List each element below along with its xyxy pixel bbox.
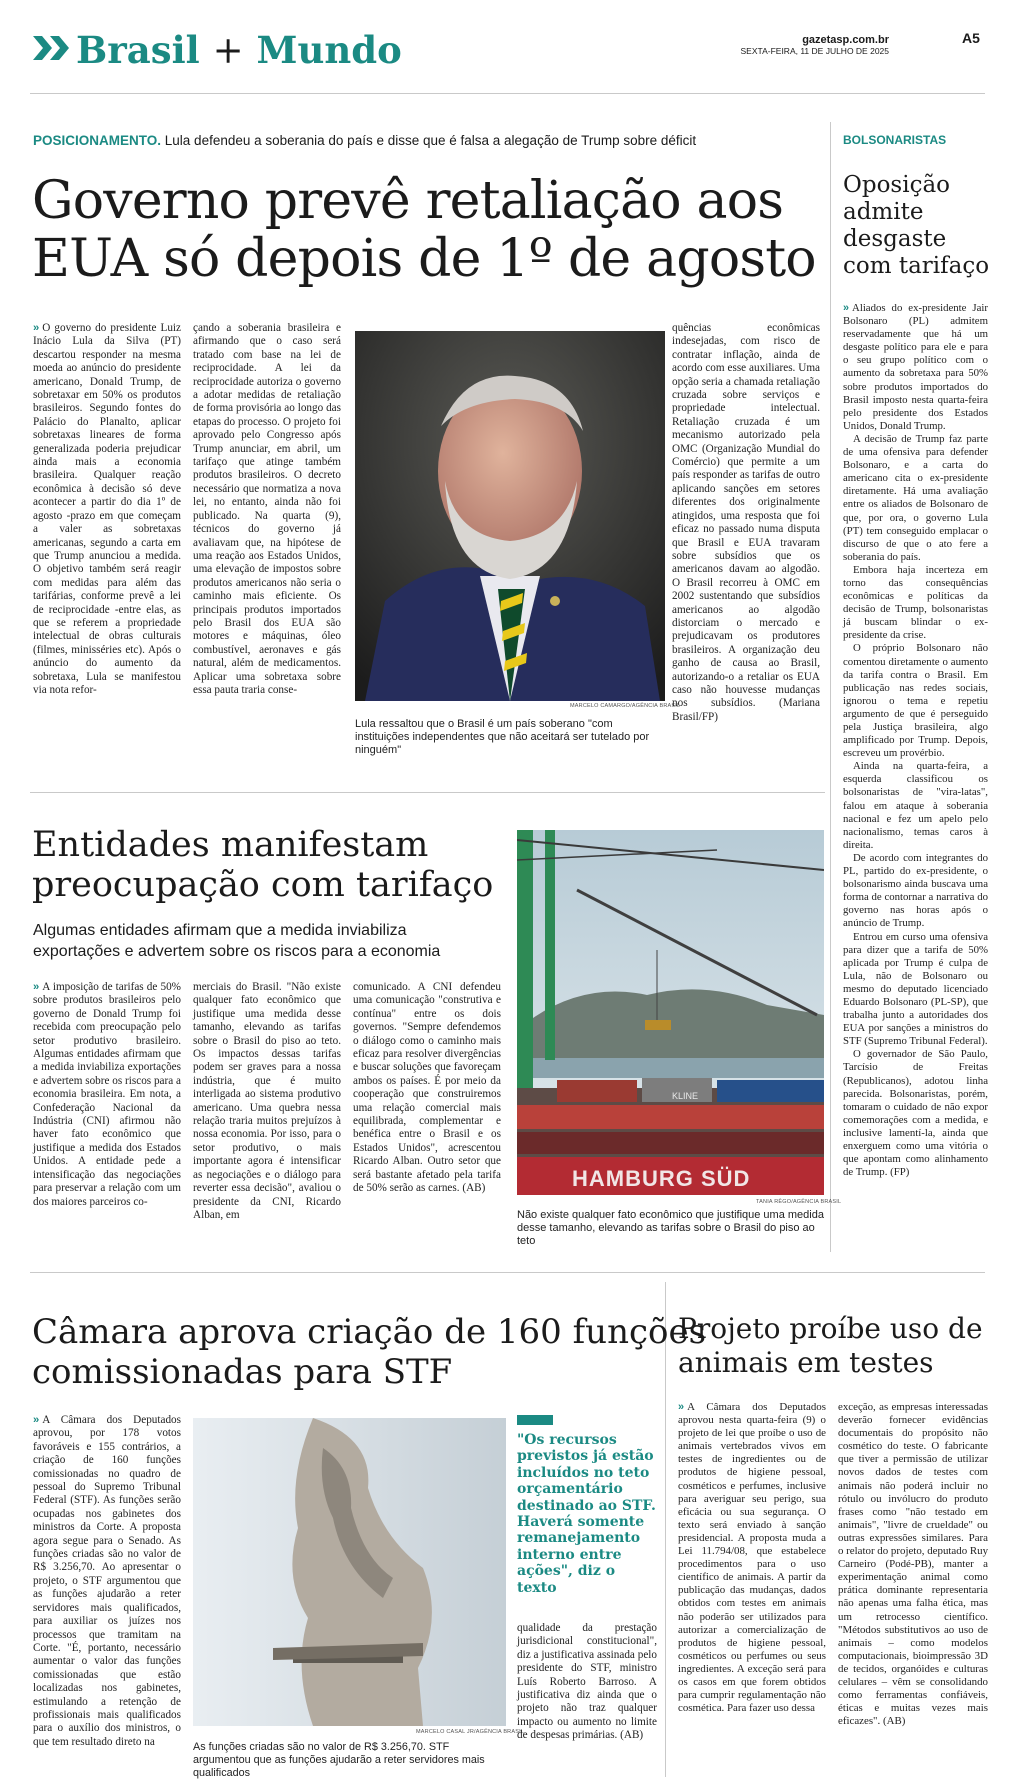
lead-column-2 xyxy=(193,322,341,697)
lula-photo xyxy=(355,331,665,701)
section-brasil: Brasil xyxy=(76,28,200,72)
story3-photo-credit: MARCELO CASAL JR/AGÊNCIA BRASIL xyxy=(416,1729,525,1735)
lead-kicker xyxy=(33,133,696,148)
story2-headline xyxy=(32,825,493,905)
lead-bottom-rule xyxy=(30,792,825,793)
site-url: gazetasp.com.br xyxy=(802,34,889,46)
sidebar-p2: A decisão de Trump faz parte de uma ofensiva para defender Bolsonaro, e a carta do americano cita o ex-presidente diretamente. Há uma avaliação entre os aliados de Bolsonaro de que, por ora, o governo Lula (PT) tem conseguido emplacar o discurso de que o ato fere a soberania do país. xyxy=(843,432,988,563)
page-number: A5 xyxy=(962,30,980,46)
sidebar-p3: Embora haja incerteza em torno das consequências econômicas e políticas da decisão de Trump, bolsonaristas já buscam blindar o ex-presidente da crise. xyxy=(843,563,988,642)
sidebar-headline: Oposição admite desgaste com tarifaço xyxy=(843,172,990,279)
story2-deck-line1: Algumas entidades afirmam que a medida inviabiliza xyxy=(33,922,407,939)
sidebar-p4: O próprio Bolsonaro não comentou diretamente o aumento da tarifa contra o Brasil. Em publicação nas redes sociais, ignorou o tema e repetiu argumento de que é perseguido pela Justiça brasileira, algo amplificado por Trump. Depois, escreveu um provérbio. xyxy=(843,642,988,760)
lead-photo-credit: MARCELO CAMARGO/AGÊNCIA BRASIL xyxy=(570,703,681,709)
story2-col3-text: comunicado. A CNI defendeu uma comunicação "construtiva e contínua" entre os dois governos. "Sempre defendemos o diálogo como o caminho mais eficaz para resolver divergências e buscar soluções que favoreçam ambos os países. É por meio da cooperação que construiremos uma relação comercial mais equilibrada, complementar e benéfica entre o Brasil e os Estados Unidos", acrescentou Ricardo Alban. Outro setor que será bastante afetado pela tarifa de 50% serão as carnes. (AB) xyxy=(353,981,501,1195)
story2-col2-text: merciais do Brasil. "Não existe qualquer fato econômico que justifique uma medida desse tamanho, elevando as tarifas sobre o Brasil do piso ao teto. Os impactos dessas tarifas podem ser graves para a nossa indústria, que é muito interligada ao sistema produtivo americano. Uma quebra nessa relação traria muitos prejuízos à nossa economia. Por isso, para o setor produtivo, o mais importante agora é intensificar as negociações e o diálogo para reverter essa decisão", avaliou o presidente da CNI, Ricardo Alban, em xyxy=(193,981,341,1221)
lead-col2-text: çando a soberania brasileira e afirmando que o caso será tratado com base na lei de reciprocidade. A lei da reciprocidade autoriza o governo a adotar medidas de retaliação de forma provisória ao longo das etapas do processo. O projeto foi aprovado pelo Congresso após Trump anunciar, em abril, um tarifaço que atinge também produtos brasileiros. O decreto necessário que normatiza a nova lei, no entanto, ainda não foi publicado. Na quarta (9), técnicos do governo já avaliavam que, na hipótese de uma reação aos Estados Unidos, uma elevação de impostos sobre produtos americanos não seria o caminho mais eficiente. Os principais produtos importados pelo Brasil dos EUA são motores e máquinas, óleo combustível, aeronaves e gás natural, além de medicamentos. Aplicar uma sobretaxa sobre essa pauta traria conse- xyxy=(193,322,341,696)
story3-col1-text: A Câmara dos Deputados aprovou, por 178 votos favoráveis e 155 contrários, a criação de 160 funções comissionadas no quadro de pessoal do Supremo Tribunal Federal (STF). As funções serão ocupadas nos gabinetes dos ministros da Corte. A proposta agora segue para o Senado. As funções criadas são no valor de R$ 3.256,70. Ao apresentar o projeto, o STF argumentou que as funções ajudarão a reter servidores mais qualificados, para auxiliar os juízes nos processos que tramitam na Corte. "É, portanto, necessário aumentar o valor das funções comissionadas que estão localizadas nos gabinetes, estimulando a retenção de profissionais mais qualificados para o auxílio dos ministros, o que tem resultado direto na xyxy=(33,1414,181,1748)
story4-column-1 xyxy=(678,1401,826,1715)
port-photo xyxy=(517,830,824,1195)
lead-caption: Lula ressaltou que o Brasil é um país soberano "com instituições independentes que não aceitará ser tutelado por ninguém" xyxy=(355,718,650,756)
story3-column-3 xyxy=(517,1622,657,1743)
story3-column-1 xyxy=(33,1414,181,1749)
article-start-icon: » xyxy=(33,322,40,334)
lead-column-1 xyxy=(33,322,181,697)
container-label-kline: KLINE xyxy=(672,1091,699,1101)
lead-kicker-label: POSICIONAMENTO. xyxy=(33,133,162,148)
story2-headline-line1: Entidades manifestam xyxy=(32,825,429,865)
story4-col2-text: exceção, as empresas interessadas deverão fornecer evidências documentais do propósito não cosmético do teste. O fabricante que tiver a permissão de utilizar novos dados de testes com animais não poderá incluir no rótulo ou invólucro do produto frases como "não testado em animais", "livre de crueldade" ou outras expressões similares. Para o relator do projeto, deputado Ruy Carneiro (Podé-PB), manter a experimentação animal como prática dominante representaria não apenas uma falha ética, mas um retrocesso científico. "Métodos substitutivos ao uso de animais – como modelos computacionais, bioimpressão 3D de tecidos, organóides e culturas celulares – vêm se consolidando como ferramentas confiáveis, éticas e muitas vezes mais eficazes". (AB) xyxy=(838,1401,989,1728)
story2-headline-line2: preocupação com tarifaço xyxy=(32,865,494,905)
story2-start-icon: » xyxy=(33,981,40,993)
lead-column-3 xyxy=(672,322,820,724)
lead-headline-line1: Governo prevê retaliação aos xyxy=(32,171,784,231)
story3-start-icon: » xyxy=(33,1414,40,1426)
story2-col1-text: A imposição de tarifas de 50% sobre produtos brasileiros pelo governo de Donald Trump foi recebida com preocupação pelo setor produtivo brasileiro. Algumas entidades afirmam que a medida inviabiliza exportações e advertem sobre os riscos para a economia brasileira. Em nota, a Confederação Nacional da Indústria (CNI) afirmou não haver fato econômico que justifique a medida dos Estados Unidos. A entidade pede a intensificação das negociações para preservar a relação com um dos maiores parceiros co- xyxy=(33,981,181,1208)
story3-caption: As funções criadas são no valor de R$ 3.256,70. STF argumentou que as funções ajudarão a reter servidores mais qualificados xyxy=(193,1741,485,1779)
lead-col1-text: O governo do presidente Luiz Inácio Lula da Silva (PT) descartou responder na mesma moeda ao anúncio do presidente americano, Donald Trump, de sobretaxar em 50% os produtos brasileiros. Segundo fontes do Palácio do Planalto, aplicar sobretaxas lineares de forma generalizada poderia prejudicar ainda mais a economia brasileira. Qualquer reação econômica à decisão só deve acontecer a partir do dia 1º de agosto -prazo em que começam a valer as sobretaxas americanas, segundo a carta em que Trump anunciou a medida. O objetivo também será reagir com medidas para além das tarifárias, conforme prevê a lei de reciprocidade -entre elas, as que se referem a propriedade intelectual de obras culturais (filmes, minisséries etc). Após o anúncio do aumento da sobretaxa, Lula se manifestou via nota refor- xyxy=(33,322,181,696)
story4-headline-line1: Projeto proíbe uso de xyxy=(678,1312,983,1345)
lead-headline-line2: EUA só depois de 1º de agosto xyxy=(32,229,816,289)
sidebar-p7: Entrou em curso uma ofensiva para dizer que a tarifa de 50% aplicada por Trump é culpa de Lula, não de Bolsonaro ou mesmo do deputado licenciado Eduardo Bolsonaro (PL-SP), que trabalha junto a autoridades dos EUA por sanções a ministros do STF (Supremo Tribunal Federal). xyxy=(843,930,988,1048)
story3-headline xyxy=(32,1312,706,1392)
sidebar-p8: O governador de São Paulo, Tarcísio de Freitas (Republicanos), adotou linha parecida. Bolsonaristas, porém, tomaram o cuidado de não expor comemorações com a medida, e inclusive lamentí-la, ainda que enxerguem como uma vitória o que apontam como alinhamento de Trump. (FP) xyxy=(843,1048,988,1179)
sidebar-divider xyxy=(830,122,831,1252)
story4-headline-line2: animais em testes xyxy=(678,1346,934,1379)
container-label-hamburg: HAMBURG SÜD xyxy=(572,1166,751,1191)
section-plus: + xyxy=(212,29,244,72)
justice-statue-photo xyxy=(193,1418,506,1726)
story2-bottom-rule xyxy=(30,1272,985,1273)
story2-caption: Não existe qualquer fato econômico que justifique uma medida desse tamanho, elevando as tarifas sobre o Brasil do piso ao teto xyxy=(517,1209,824,1247)
section-mundo: Mundo xyxy=(256,28,402,72)
masthead xyxy=(0,0,1011,92)
sidebar-kicker: BOLSONARISTAS xyxy=(843,133,947,147)
story2-column-1 xyxy=(33,981,181,1209)
story2-photo-credit: TANIA RÊGO/AGÊNCIA BRASIL xyxy=(756,1199,842,1205)
lead-col3-text: quências econômicas indesejadas, com risco de contratar inflação, ainda de acordo com esse auxiliares. Uma opção seria a chamada retaliação cruzada sobre serviços e propriedade intelectual. Retaliação cruzada é um mecanismo autorizado pela OMC (Organização Mundial do Comércio) que permite a um país responder as tarifas de outro aplicando sanções em setores diferentes dos originalmente atingidos, uma resposta que foi eficaz no passado numa disputa que Brasil e EUA travaram sobre subsídios que os americanos davam ao algodão. O Brasil recorreu à OMC em 2002 sustentando que subsídios americanos ao algodão distorciam o mercado e prejudicavam os produtores brasileiros. A organização deu ganho de causa ao Brasil, autorizando-o a retaliar os EUA caso não houvesse mudanças nos subsídios. (Mariana Brasil/FP) xyxy=(672,322,820,723)
lead-headline xyxy=(32,172,816,288)
masthead-rule xyxy=(30,93,985,94)
story2-deck xyxy=(33,920,440,962)
chevrons-icon xyxy=(33,34,71,62)
story2-column-3 xyxy=(353,981,501,1196)
sidebar-start-icon: » xyxy=(843,302,850,314)
sidebar-p1: Aliados do ex-presidente Jair Bolsonaro (PL) admitem reservadamente que há um desgaste político para ele e para o seu grupo político com o aumento da sobretaxa para 50% sobre produtos importados do Brasil imposto nesta quarta-feira pelo presidente dos Estados Unidos, Donald Trump. xyxy=(843,302,988,432)
story3-headline-line1: Câmara aprova criação de 160 funções xyxy=(32,1312,707,1352)
quote-bar xyxy=(517,1415,553,1425)
lead-kicker-text: Lula defendeu a soberania do país e disse que é falsa a alegação de Trump sobre déficit xyxy=(164,133,697,148)
sidebar-p5: Ainda na quarta-feira, a esquerda classificou os bolsonaristas de "vira-latas", falou em ataque à soberania nacional e fez um apelo pelo nacionalismo, temas caros à direita. xyxy=(843,760,988,851)
sidebar-body xyxy=(843,302,988,1179)
story2-column-2 xyxy=(193,981,341,1222)
story3-headline-line2: comissionadas para STF xyxy=(32,1352,453,1392)
edition-date: SEXTA-FEIRA, 11 DE JULHO DE 2025 xyxy=(740,46,889,56)
story2-deck-line2: exportações e advertem sobre os riscos para a economia xyxy=(33,943,441,960)
sidebar-p6: De acordo com integrantes do PL, partido do ex-presidente, o bolsonarismo ainda buscava uma forma de contornar a narrativa do governo nas horas após o anúncio de Trump. xyxy=(843,851,988,930)
story4-start-icon: » xyxy=(678,1401,685,1413)
pull-quote: "Os recursos previstos já estão incluídos no teto orçamentário destinado ao STF. Haverá somente remanejamento interno entre ações", diz o texto xyxy=(517,1432,656,1596)
story4-col1-text: A Câmara dos Deputados aprovou nesta quarta-feira (9) o projeto de lei que proíbe o uso de animais vertebrados vivos em testes de ingredientes ou de produtos de higiene pessoal, cosméticos e perfumes, inclusive para averiguar seu perigo, sua eficácia ou sua segurança. O texto será enviado à sanção presidencial. A proposta muda a Lei 11.794/08, que estabelece procedimentos para o uso científico de animais. A partir da publicação das mudanças, dados obtidos com testes em animais não poderão ser utilizados para autorizar a comercialização de produtos de higiene pessoal, cosméticos ou perfumes ou seus ingredientes. A exceção será para os casos em que forem obtidos para cumprir regulamentação não cosmética. Para fazer uso dessa xyxy=(678,1401,826,1715)
story4-headline xyxy=(678,1312,983,1380)
story4-column-2 xyxy=(838,1401,988,1728)
story3-col3-text: qualidade da prestação jurisdicional constitucional", diz a justificativa assinada pelo presidente do STF, ministro Luís Roberto Barroso. A justificativa diz ainda que o projeto não traz qualquer impacto ou aumento no limite de despesas primárias. (AB) xyxy=(517,1622,657,1742)
